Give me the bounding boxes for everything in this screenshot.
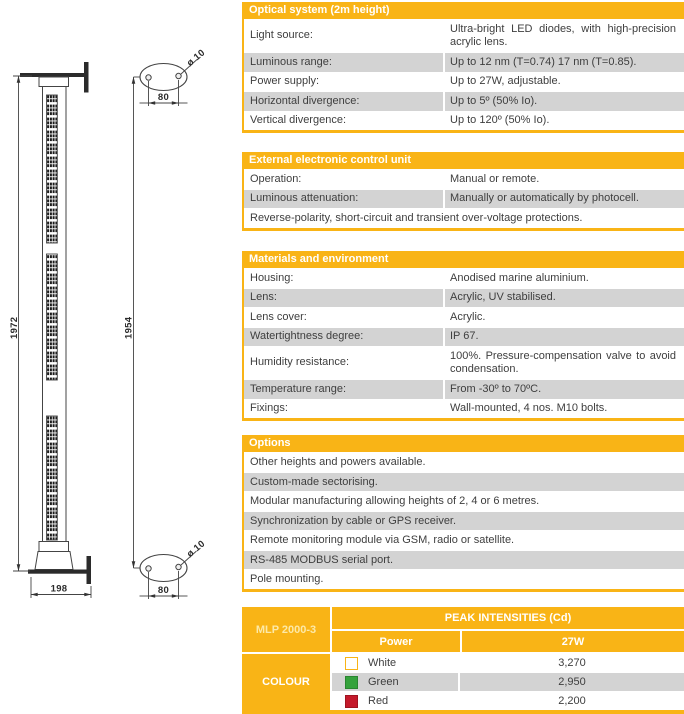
dim-label-198: 198 [50,583,68,595]
bottom-bracket-bar [87,556,92,584]
table-title: External electronic control unit [242,152,684,169]
technical-drawing [0,0,242,714]
spec-row [244,327,684,347]
base-plate [28,570,91,574]
spec-value: Up to 120º (50% Io). [450,114,550,126]
dimension-hole-distance [134,77,141,568]
protection-note: Reverse-polarity, short-circuit and transient over-voltage protections. [244,208,684,228]
spec-value: Manual or remote. [450,172,540,185]
spec-row [244,346,684,379]
intensity-row [332,673,684,691]
spec-row [244,169,684,189]
intensities-columns [332,607,684,710]
red-swatch [345,695,358,708]
option-item: RS-485 MODBUS serial port. [244,550,684,570]
base-flare [35,552,73,570]
intensity-row [332,692,684,710]
green-swatch [345,676,358,689]
intensity-row [332,654,684,672]
colour-name: White [368,657,397,669]
spec-row [244,52,684,72]
spec-label: Fixings: [244,400,445,419]
colour-cell [332,654,460,672]
bolt-hole [146,75,151,80]
spec-row [244,399,684,419]
power-value-header: 27W [462,631,684,652]
spec-value: IP 67. [450,330,479,342]
table-title: Materials and environment [242,251,684,268]
model-column [242,607,330,710]
spec-row [244,19,684,52]
table-title: Optical system (2m height) [242,2,684,19]
peak-intensities-table [242,607,684,714]
spec-row [244,189,684,209]
option-item: Other heights and powers available. [244,452,684,472]
white-swatch [345,657,358,670]
option-item: Synchronization by cable or GPS receiver. [244,511,684,531]
optical-system-table [242,2,684,133]
spec-label: Power supply: [244,73,445,92]
power-header: Power [332,631,460,652]
spec-row [244,307,684,327]
colour-name: Green [368,676,399,688]
dim-label-hole-spacing: 80 [157,585,170,596]
spec-label: Luminous attenuation: [244,190,445,209]
spec-value: Ultra-bright LED diodes, with high-precision acrylic lens. [450,22,676,48]
intensity-value: 3,270 [558,657,586,669]
spec-label: Humidity resistance: [244,347,445,379]
spec-row [244,72,684,92]
led-strip-segment [47,95,58,243]
model-name: MLP 2000-3 [242,607,330,652]
spec-row [244,91,684,111]
intensity-rows [332,654,684,710]
mounting-plate-top-view [140,47,208,106]
spec-value: Up to 12 nm (T=0.74) 17 nm (T=0.85). [450,55,637,68]
led-strip-segment [47,254,58,380]
intensity-value: 2,950 [558,676,586,688]
bolt-hole [176,73,181,78]
option-item: Custom-made sectorising. [244,472,684,492]
spec-label: Watertightness degree: [244,328,445,347]
spec-row [244,288,684,308]
options-table [242,435,684,592]
spec-label: Light source: [244,20,445,52]
dim-label-1954: 1954 [123,316,135,339]
intensity-value: 2,200 [558,695,586,707]
spec-value: Acrylic, UV stabilised. [450,291,556,303]
top-collar [39,77,69,87]
bolt-hole [176,564,181,569]
spec-value: 100%. Pressure-compensation valve to avoid condensation. [450,349,676,375]
mounting-plate-bottom-view [140,538,208,599]
peak-intensities-header: PEAK INTENSITIES (Cd) [332,607,684,629]
power-header-row [332,631,684,652]
spec-value: Up to 5º (50% Io). [450,94,538,107]
spec-label: Housing: [244,269,445,288]
spec-label: Lens cover: [244,308,445,327]
spec-value: Anodised marine aluminium. [450,271,589,284]
spec-label: Vertical divergence: [244,112,445,131]
spec-value: From -30º to 70ºC. [450,382,542,395]
spec-value: Acrylic. [450,310,486,323]
colour-header: COLOUR [242,654,330,710]
spec-row [244,111,684,131]
spec-label: Temperature range: [244,380,445,399]
dim-label-hole-diameter: ø 10 [184,538,208,560]
pole-front-view [20,62,91,584]
control-unit-table [242,152,684,231]
colour-name: Red [368,695,389,707]
spec-row [244,268,684,288]
led-strip-segment [47,416,58,540]
bottom-collar [39,542,69,552]
spec-label: Luminous range: [244,53,445,72]
colour-cell [332,673,460,691]
top-bracket-bar [84,62,89,93]
spec-value: Wall-mounted, 4 nos. M10 bolts. [450,402,608,414]
table-title: Options [242,435,684,452]
bolt-hole [146,566,151,571]
dim-label-1972: 1972 [9,316,20,339]
dim-label-hole-spacing: 80 [157,92,170,103]
spec-row [244,379,684,399]
spec-label: Lens: [244,289,445,308]
option-item: Pole mounting. [244,569,684,589]
colour-cell [332,692,460,710]
spec-value: Up to 27W, adjustable. [450,75,561,87]
option-item: Remote monitoring module via GSM, radio or satellite. [244,530,684,550]
materials-table [242,251,684,421]
spec-label: Horizontal divergence: [244,92,445,111]
spec-label: Operation: [244,170,445,189]
dim-label-hole-diameter: ø 10 [184,47,208,69]
spec-value: Manually or automatically by photocell. [450,192,639,204]
option-item: Modular manufacturing allowing heights of 2, 4 or 6 metres. [244,491,684,511]
